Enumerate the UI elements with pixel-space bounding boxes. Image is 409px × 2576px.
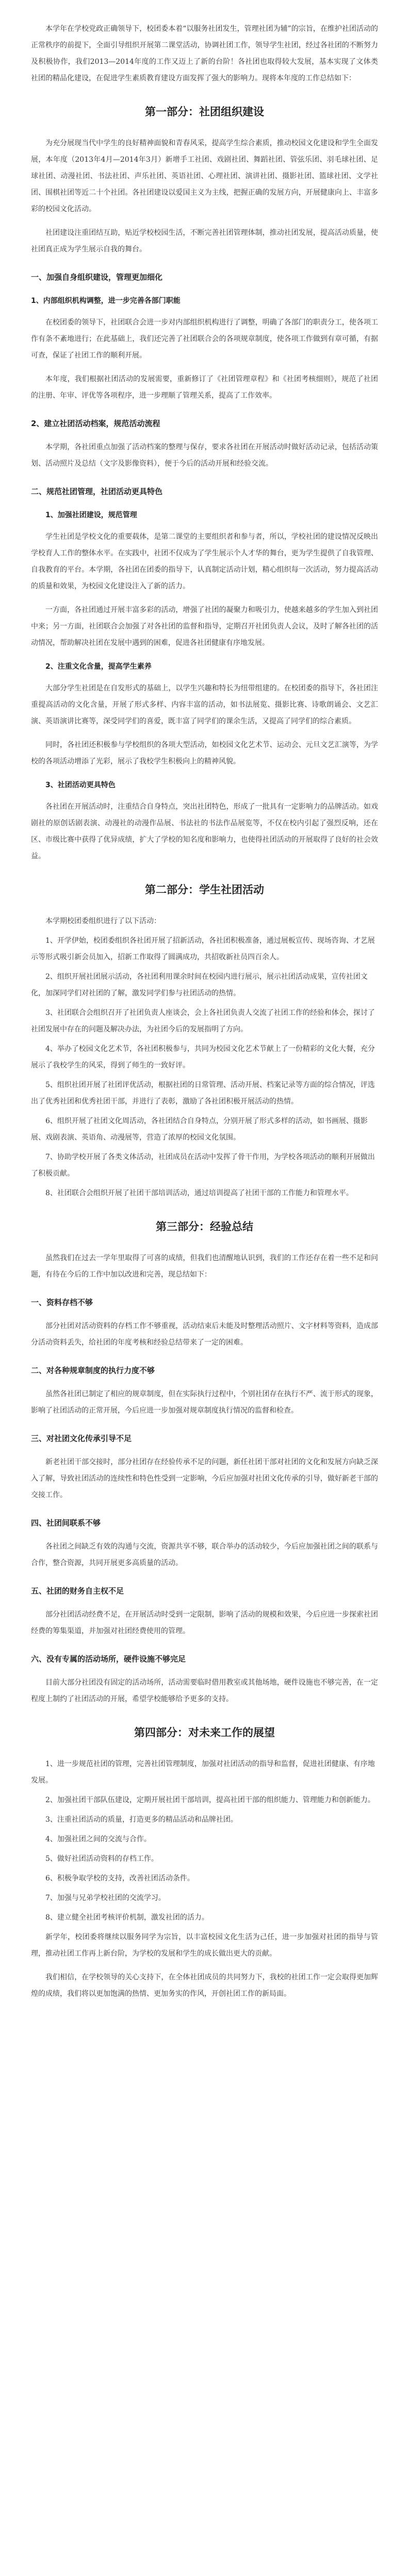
part1-subheading-4: 2、注重文化含量，提高学生素养 (45, 663, 152, 671)
part1-paragraph: 学生社团是学校文化的重要载体，是第二课堂的主要组织者和参与者，所以，学校社团的建设情况反映出学校育人工作的整体水平。在实践中，社团不仅成为了学生展示个人才华的舞台，更为学生提供了自我管理、自我教育的平台。本学期，各社团在团委的指导下，认真制定活动计划，精心组织每一次活动，努力提高活动的质量和效果，为校园文化建设注入了新的活力。 (31, 533, 378, 590)
part2-list-item: 5、组织社团开展了社团评优活动，根据社团的日常管理、活动开展、档案记录等方面的综合情况，评选出了优秀社团和优秀社团干部，并进行了表彰，激励了各社团积极开展活动的热情。 (31, 1081, 375, 1106)
part1-paragraph: 大部分学生社团是在自发形式的基础上，以学生兴趣和特长为纽带组建的。在校团委的指导下，各社团注重提高活动的文化含量，开展了形式多样、内容丰富的活动，如书法展览、摄影比赛、诗歌朗诵会、文艺汇演、英语演讲比赛等，深受同学们的喜爱，既丰富了同学们的课余生活，又提高了同学们的综合素质。 (31, 684, 378, 725)
part1-paragraph: 各社团在开展活动时，注重结合自身特点，突出社团特色，形成了一批具有一定影响力的品牌活动。如戏剧社的原创话剧表演、动漫社的动漫作品展、书法社的书法作品展览等，不仅在校内引起了强烈反响，还在区、市级比赛中获得了优异成绩，扩大了学校的知名度和影响力，也使得社团活动的开展取得了良好的社会效益。 (31, 803, 378, 860)
part3-paragraph: 部分社团活动经费不足，在开展活动时受到一定限制，影响了活动的规模和效果，今后应进一步探索社团经费的筹集渠道，并加强对社团经费使用的管理。 (31, 1611, 378, 1635)
part1-subheading-3: 1、加强社团建设，规范管理 (45, 511, 137, 519)
part3-paragraph: 各社团之间缺乏有效的沟通与交流，资源共享不够，联合举办的活动较少，今后应加强社团之间的联系与合作，整合资源，共同开展更多高质量的活动。 (31, 1543, 378, 1567)
part3-intro: 虽然我们在过去一学年里取得了可喜的成绩，但我们也清醒地认识到，我们的工作还存在着一些不足和问题，有待在今后的工作中加以改进和完善，现总结如下： (31, 1254, 378, 1279)
part1-subheading-5: 3、社团活动更具特色 (45, 781, 116, 789)
part3-heading: 五、社团的财务自主权不足 (31, 1586, 124, 1596)
part4-list-item: 6、积极争取学校的支持，改善社团活动条件。 (45, 1874, 194, 1883)
part1-heading-1: 一、加强自身组织建设，管理更加细化 (31, 273, 163, 282)
part4-title: 第四部分：对未来工作的展望 (134, 1726, 275, 1739)
part3-paragraph: 部分社团对活动资料的存档工作不够重视，活动结束后未能及时整理活动照片、文字材料等资料，造成部分活动资料丢失，给社团的年度考核和经验总结带来了一定的困难。 (31, 1322, 378, 1347)
part3-heading: 六、没有专属的活动场所，硬件设施不够完足 (31, 1654, 186, 1664)
part1-subheading-1: 1、内部组织机构调整，进一步完善各部门职能 (31, 297, 181, 305)
part4-list-item: 4、加强社团之间的交流与合作。 (45, 1835, 151, 1843)
part4-list-item: 5、做好社团活动资料的存档工作。 (45, 1855, 158, 1863)
part2-list-item: 8、社团联合会组织开展了社团干部培训活动，通过培训提高了社团干部的工作能力和管理水平。 (45, 1189, 353, 1197)
part1-paragraph: 本年度，我们根据社团活动的发展需要，重新修订了《社团管理章程》和《社团考核细则》，规范了社团的注册、年审、评优等各项程序，进一步理顺了管理关系，提高了工作效率。 (31, 375, 378, 400)
part2-title: 第二部分：学生社团活动 (145, 884, 264, 896)
part1-heading-3: 二、规范社团管理，社团活动更具特色 (31, 487, 163, 496)
part2-list-item: 6、组织开展了社团文化周活动，各社团结合自身特点，分别开展了形式多样的活动，如书画展、摄影展、戏剧表演、英语角、动漫展等，营造了浓厚的校园文化氛围。 (31, 1117, 368, 1142)
part3-paragraph: 新老社团干部交接时，部分社团存在经验传承不足的问题，新任社团干部对社团的文化和发展方向缺乏深入了解，导致社团活动的连续性和特色性受到一定影响，今后应加强对社团文化传承的引导，做好新老干部的交接工作。 (31, 1458, 378, 1499)
part2-list-item: 4、举办了校园文化艺术节，各社团积极参与，共同为校园文化艺术节献上了一份精彩的文化大餐，充分展示了我校学生的风采，得到了师生的一致好评。 (31, 1045, 375, 1070)
part1-paragraph: 一方面，各社团通过开展丰富多彩的活动，增强了社团的凝聚力和吸引力，使越来越多的学生加入到社团中来；另一方面，社团联合会加强了对各社团的监督和指导，定期召开社团负责人会议，及时了解各社团的活动情况，帮助解决社团在发展中遇到的困难，促进各社团健康有序地发展。 (31, 606, 378, 647)
intro-paragraph: 本学年在学校党政正确领导下，校团委本着“以服务社团发生，管理社团为辅”的宗旨，在维护社团活动的正常秩序的前提下，全面引导组织开展第二课堂活动，协调社团工作，领导学生社团，经过各社团的不断努力及积极协作，我们2013—2014年度的工作又迈上了新的台阶！各社团也取得较大发展，基本实现了文体类社团的精品化建设，在促进学生素质教育建设方面发挥了强大的影响力。现将本年度的工作总结如下： (31, 25, 378, 82)
part2-lead: 本学期校团委组织进行了以下活动： (45, 917, 161, 925)
part4-list-item: 1、进一步规范社团的管理，完善社团管理制度，加强对社团活动的指导和监督，促进社团健康、有序地发展。 (31, 1760, 375, 1785)
part4-closing-paragraph: 新学年，校团委将继续以服务同学为宗旨，以丰富校园文化生活为己任，进一步加强对社团的指导与管理，推动社团工作再上新台阶，为学校的发展和学生的成长做出更大的贡献。 (31, 1933, 378, 1958)
part3-heading: 一、资料存档不够 (31, 1298, 93, 1307)
part1-paragraph: 为充分展现当代中学生的良好精神面貌和青春风采，提高学生综合素质，推动校园文化建设和学生全面发展，本年度（2013年4月—2014年3月）新增手工社团、戏剧社团、舞蹈社团、管弦乐团、羽毛球社团、足球社团、动漫社团、书法社团、声乐社团、英语社团、心理社团、演讲社团、摄影社团、篮球社团、文学社团、围棋社团等近二十个社团。各社团建设以爱国主义为主线，把握正确的发展方向，开展健康向上、丰富多彩的校园文化活动。 (31, 139, 378, 213)
part4-closing-paragraph: 我们相信，在学校领导的关心支持下，在全体社团成员的共同努力下，我校的社团工作一定会取得更加辉煌的成绩，我们将以更加饱满的热情、更加务实的作风，开创社团工作的新局面。 (31, 1973, 378, 1998)
part3-heading: 四、社团间联系不够 (31, 1518, 101, 1528)
part1-paragraph: 社团建设注重团结互助，贴近学校校园生活，不断完善社团管理体制，推动社团发展，提高活动质量，使社团真正成为学生展示自我的舞台。 (31, 229, 378, 253)
part4-list-item: 3、注重社团活动的质量，打造更多的精品活动和品牌社团。 (45, 1816, 238, 1824)
part2-list-item: 2、组织开展社团展示活动，各社团利用课余时间在校园内进行展示，展示社团活动成果，宣传社团文化，加深同学们对社团的了解，激发同学们参与社团活动的热情。 (31, 973, 368, 997)
part2-list-item: 3、社团联合会组织召开了社团负责人座谈会，会上各社团负责人交流了社团工作的经验和体会，探讨了社团发展中存在的问题及解决办法，为社团今后的发展指明了方向。 (31, 1009, 375, 1033)
part1-title: 第一部分：社团组织建设 (145, 106, 264, 118)
part3-paragraph: 目前大部分社团没有固定的活动场所，活动需要临时借用教室或其他场地，硬件设施也不够完善，在一定程度上制约了社团活动的开展，希望学校能够给予更多的支持。 (31, 1679, 378, 1703)
part4-list-item: 7、加强与兄弟学校社团的交流学习。 (45, 1894, 166, 1902)
part1-paragraph: 同时，各社团还积极参与学校组织的各项大型活动，如校园文化艺术节、运动会、元旦文艺汇演等，为学校的各项活动增添了光彩，展示了我校学生积极向上的精神风貌。 (31, 741, 378, 766)
part3-heading: 三、对社团文化传承引导不足 (31, 1434, 132, 1443)
part1-paragraph: 本学期，各社团重点加强了活动档案的整理与保存，要求各社团在开展活动时做好活动记录，包括活动策划、活动照片及总结（文字及影像资料），便于今后的活动开展和经验交流。 (31, 443, 378, 468)
part3-title: 第三部分：经验总结 (156, 1221, 253, 1233)
part4-list-item: 2、加强社团干部队伍建设，定期开展社团干部培训，提高社团干部的组织能力、管理能力和创新能力。 (45, 1796, 375, 1804)
part2-list-item: 7、协助学校开展了各类文体活动，社团成员在活动中发挥了骨干作用，为学校各项活动的顺利开展做出了积极贡献。 (31, 1153, 375, 1178)
part1-paragraph: 在校团委的领导下，社团联合会进一步对内部组织机构进行了调整，明确了各部门的职责分工，使各项工作有条不紊地进行；在此基础上，我们还完善了社团联合会的各项规章制度，使各项工作做到有章可循，有据可查，保证了社团工作的顺利开展。 (31, 318, 378, 360)
part3-heading: 二、对各种规章制度的执行力度不够 (31, 1366, 155, 1375)
part4-list-item: 8、建立健全社团考核评价机制，激发社团的活力。 (45, 1913, 209, 1922)
part3-paragraph: 虽然各社团已制定了相应的规章制度，但在实际执行过程中，个别社团存在执行不严、流于形式的现象，影响了社团活动的正常开展，今后应进一步加强对规章制度执行情况的监督和检查。 (31, 1390, 378, 1415)
part1-heading-2: 2、建立社团活动档案，规范活动流程 (31, 419, 160, 428)
part2-list-item: 1、开学伊始，校团委组织各社团开展了招新活动，各社团积极准备，通过展板宣传、现场咨询、才艺展示等形式吸引新会员加入，招新工作取得了圆满成功，共招收新社员四百余人。 (31, 937, 375, 961)
